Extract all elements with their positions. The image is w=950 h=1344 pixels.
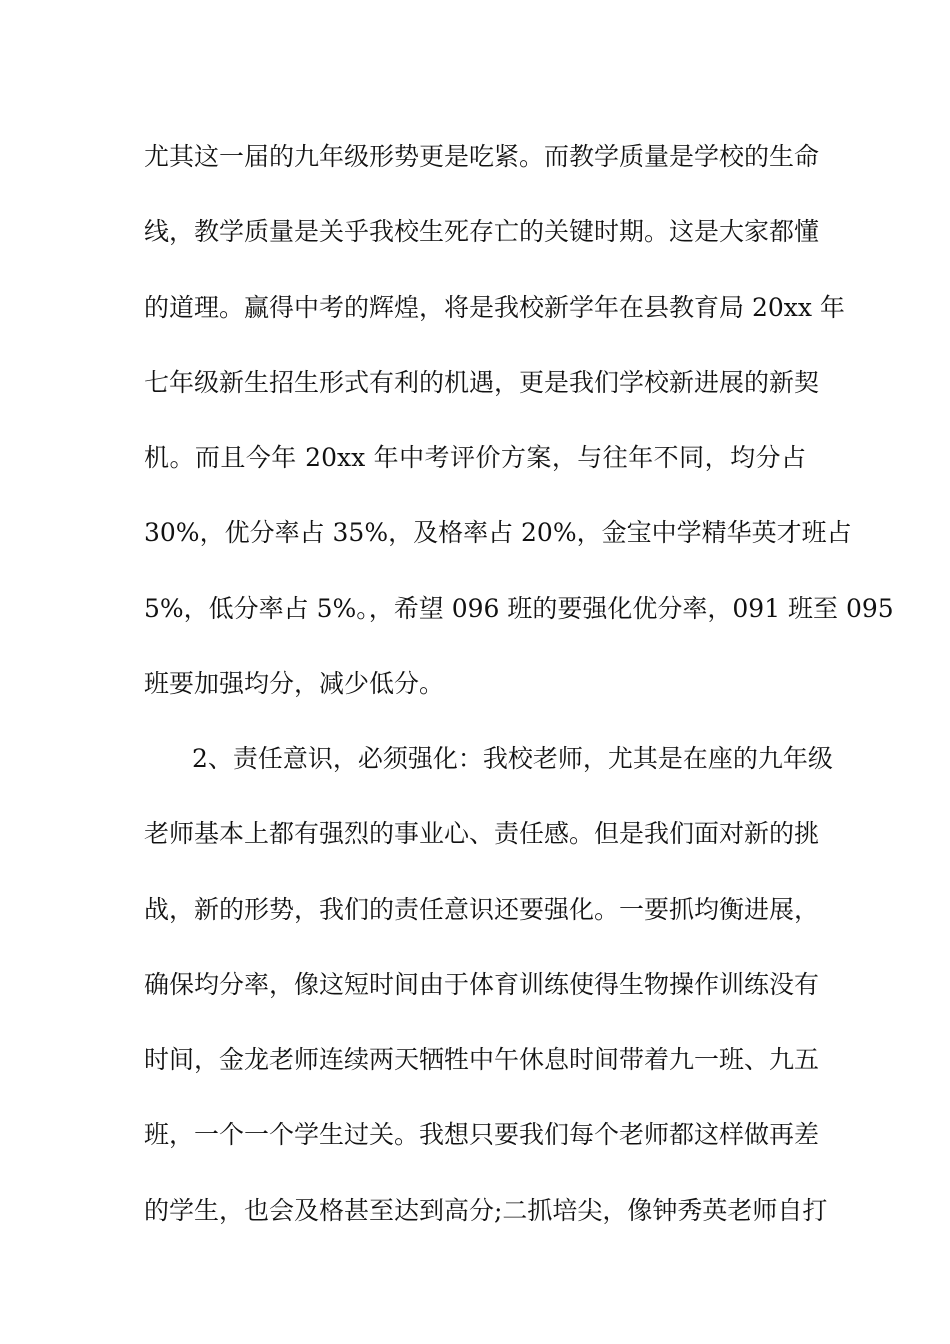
paragraph-start-line: 2、责任意识，必须强化：我校老师，尤其是在座的九年级 [192, 744, 833, 773]
text-line: 战，新的形势，我们的责任意识还要强化。一要抓均衡进展， [144, 895, 820, 924]
text-line: 30%，优分率占 35%，及格率占 20%，金宝中学精华英才班占 [144, 518, 852, 547]
text-line: 5%，低分率占 5%。，希望 096 班的要强化优分率，091 班至 095 [144, 594, 894, 623]
text-line: 确保均分率，像这短时间由于体育训练使得生物操作训练没有 [144, 970, 820, 999]
text-line: 的学生，也会及格甚至达到高分;二抓培尖，像钟秀英老师自打 [144, 1196, 828, 1225]
text-line: 班要加强均分，减少低分。 [144, 669, 445, 698]
text-line: 班，一个一个学生过关。我想只要我们每个老师都这样做再差 [144, 1120, 820, 1149]
text-line: 机。而且今年 20xx 年中考评价方案，与往年不同，均分占 [144, 443, 806, 472]
text-line: 线，教学质量是关乎我校生死存亡的关键时期。这是大家都懂 [144, 217, 820, 246]
text-line: 尤其这一届的九年级形势更是吃紧。而教学质量是学校的生命 [144, 142, 820, 171]
text-line: 老师基本上都有强烈的事业心、责任感。但是我们面对新的挑 [144, 819, 820, 848]
text-line: 七年级新生招生形式有利的机遇，更是我们学校新进展的新契 [144, 368, 820, 397]
text-line: 的道理。赢得中考的辉煌，将是我校新学年在县教育局 20xx 年 [144, 293, 845, 322]
text-line: 时间，金龙老师连续两天牺牲中午休息时间带着九一班、九五 [144, 1045, 820, 1074]
